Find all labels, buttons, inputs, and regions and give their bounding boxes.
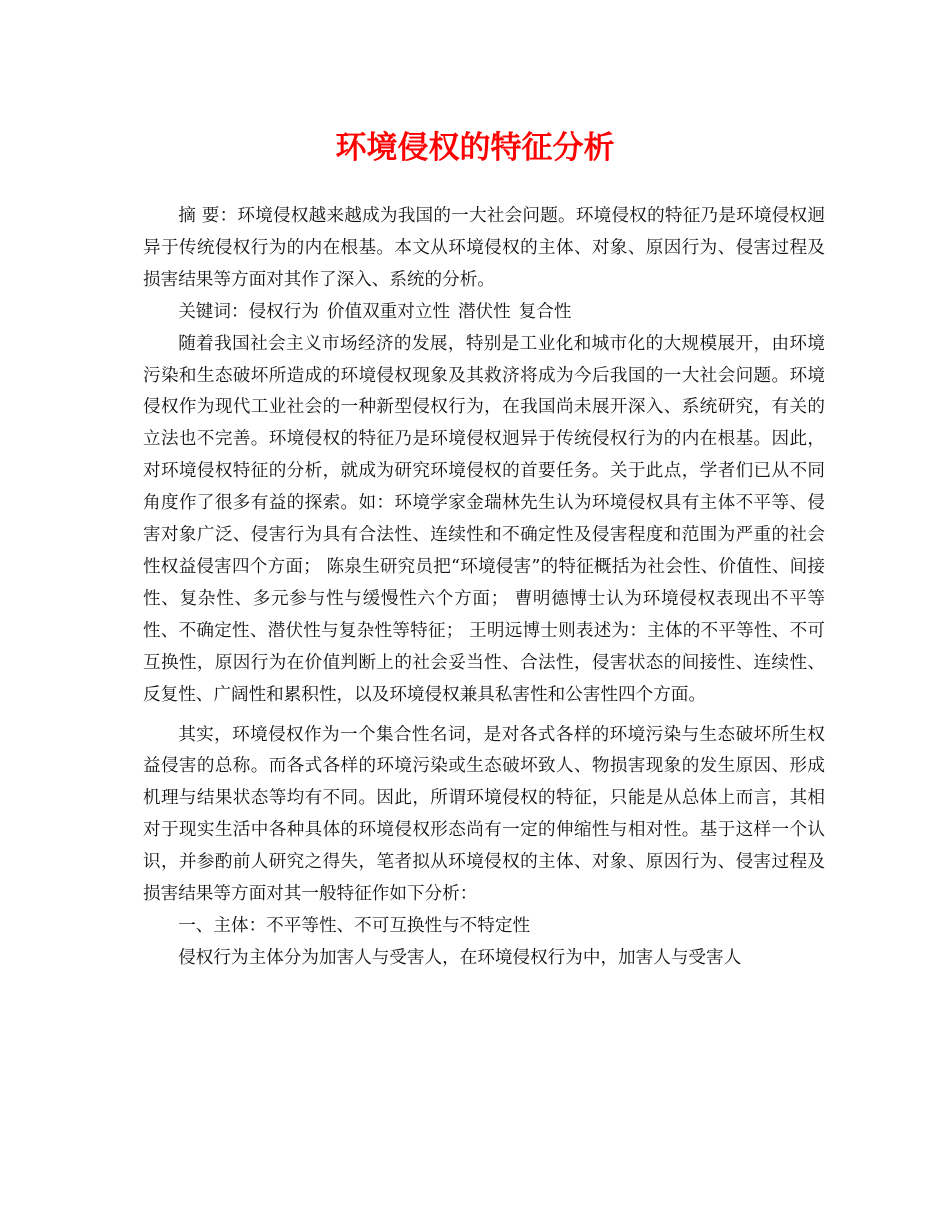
section-heading: 一、主体：不平等性、不可互换性与不特定性 [178, 915, 531, 936]
keyword-item: 价值双重对立性 [326, 301, 451, 322]
document-title: 环境侵权的特征分析 [335, 130, 615, 166]
keyword-item: 复合性 [518, 301, 572, 322]
keyword-item: 侵权行为 [248, 301, 319, 322]
abstract-paragraph: 摘 要：环境侵权越来越成为我国的一大社会问题。环境侵权的特征乃是环境侵权迥异于传统侵权行为的内在根基。本文从环境侵权的主体、对象、原因行为、侵害过程及损害结果等方面对其作了深入、系统的分析。 [143, 206, 825, 290]
body-paragraph: 随着我国社会主义市场经济的发展，特别是工业化和城市化的大规模展开，由环境污染和生态破坏所造成的环境侵权现象及其救济将成为今后我国的一大社会问题。环境侵权作为现代工业社会的一种新型侵权行为，在我国尚未展开深入、系统研究，有关的立法也不完善。环境侵权的特征乃是环境侵权迥异于传统侵权行为的内在根基。因此，对环境侵权特征的分析，就成为研究环境侵权的首要任务。关于此点，学者们已从不同角度作了很多有益的探索。如：环境学家金瑞林先生认为环境侵权具有主体不平等、侵害对象广泛、侵害行为具有合法性、连续性和不确定性及侵害程度和范围为严重的社会性权益侵害四个方面； 陈泉生研究员把“环境侵害”的特征概括为社会性、价值性、间接性、复杂性、多元参与性与缓慢性六个方面； 曹明德博士认为环境侵权表现出不平等性、不确定性、潜伏性与复杂性等特征； 王明远博士则表述为：主体的不平等性、不可互换性，原因行为在价值判断上的社会妥当性、合法性，侵害状态的间接性、连续性、反复性、广阔性和累积性，以及环境侵权兼具私害性和公害性四个方面。 [143, 333, 825, 705]
body-paragraph: 侵权行为主体分为加害人与受害人，在环境侵权行为中，加害人与受害人 [178, 947, 742, 968]
keywords-line [143, 297, 825, 329]
document-body [143, 201, 825, 975]
keyword-item: 潜伏性 [457, 301, 511, 322]
keywords-label: 关键词： [178, 301, 249, 322]
body-paragraph: 其实，环境侵权作为一个集合性名词，是对各式各样的环境污染与生态破坏所生权益侵害的总称。而各式各样的环境污染或生态破坏致人、物损害现象的发生原因、形成机理与结果状态等均有不同。因此，所谓环境侵权的特征，只能是从总体上而言，其相对于现实生活中各种具体的环境侵权形态尚有一定的伸缩性与相对性。基于这样一个认识，并参酌前人研究之得失，笔者拟从环境侵权的主体、对象、原因行为、侵害过程及损害结果等方面对其一般特征作如下分析： [143, 724, 825, 905]
